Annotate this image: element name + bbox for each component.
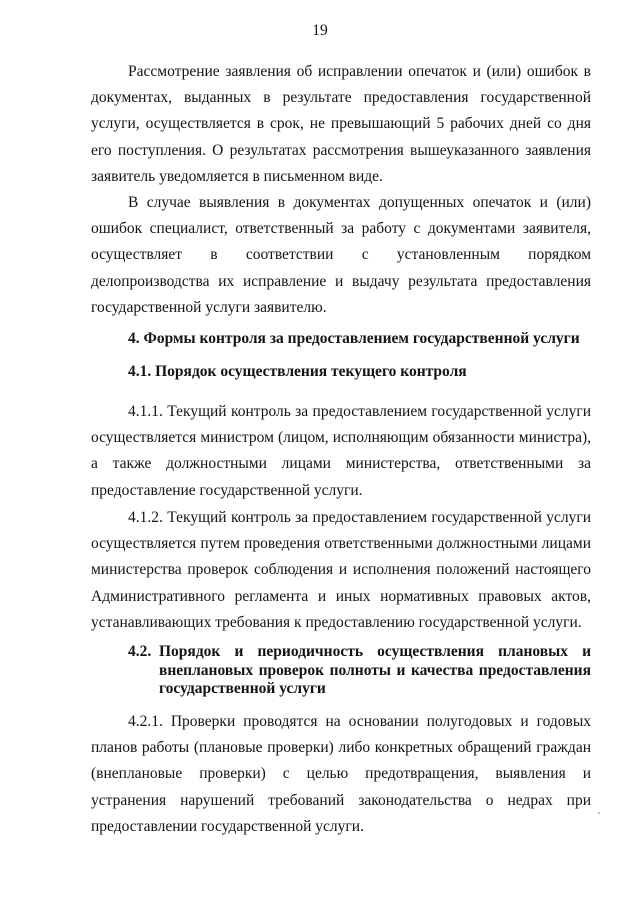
scan-speck (598, 812, 600, 814)
section-4-heading: 4. Формы контроля за предоставлением государственной услуги (128, 330, 580, 347)
paragraph-4-1-2: 4.1.2. Текущий контроль за предоставлением государственной услуги осуществляется путем проведения ответственными должностными лицами министерства проверок соблюдения и исполнения положений настоящего Административного регламента и иных нормативных правовых актов, устанавливающих требования к предоставлению государственной услуги. (91, 509, 591, 631)
section-4-2-title: Порядок и периодичность осуществления плановых и внеплановых проверок полноты и качества предоставления государственной услуги (159, 643, 591, 697)
section-4-2-number: 4.2. (128, 643, 152, 660)
paragraph-4-1-1: 4.1.1. Текущий контроль за предоставлением государственной услуги осуществляется министром (лицом, исполняющим обязанности министра), а также должностными лицами министерства, ответственными за предоставление государственной услуги. (91, 403, 591, 499)
paragraph-error-detection: В случае выявления в документах допущенных опечаток и (или) ошибок специалист, ответственный за работу с документами заявителя, осуществляет в соответствии с установленным порядком делопроизводства их исправление и выдачу результата предоставления государственной услуги заявителю. (91, 194, 591, 316)
section-4-1-heading: 4.1. Порядок осуществления текущего контроля (128, 363, 467, 380)
paragraph-4-2-1: 4.2.1. Проверки проводятся на основании полугодовых и годовых планов работы (плановые проверки) либо конкретных обращений граждан (внеплановые проверки) с целью предотвращения, выявления и устранения нарушений требований законодательства о недрах при предоставлении государственной услуги. (91, 713, 591, 835)
paragraph-error-correction-review: Рассмотрение заявления об исправлении опечаток и (или) ошибок в документах, выданных в результате предоставления государственной услуги, осуществляется в срок, не превышающий 5 рабочих дней со дня его поступления. О результатах рассмотрения вышеуказанного заявления заявитель уведомляется в письменном виде. (91, 63, 591, 185)
page-number: 19 (312, 22, 328, 39)
section-4-2-heading (128, 643, 591, 699)
